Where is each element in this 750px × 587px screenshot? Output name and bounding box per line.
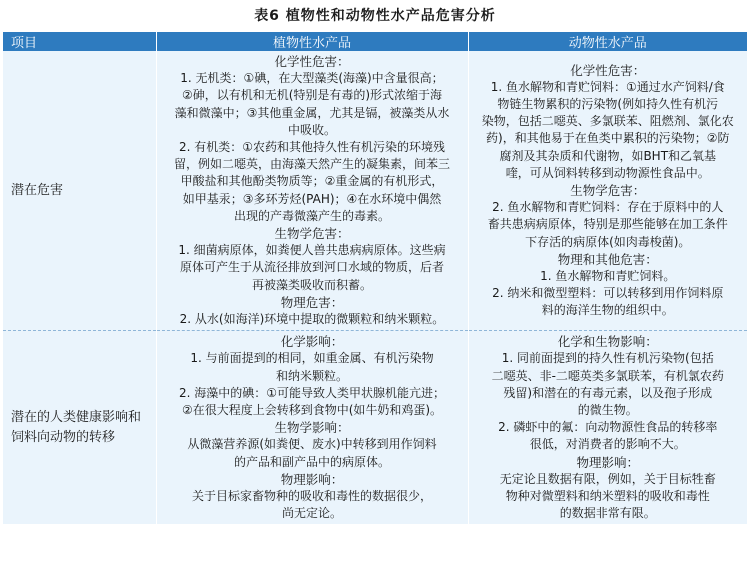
text-line: 出现的产毒微藻产生的毒素。 (233, 208, 390, 223)
text-line: 物链生物累积的污染物(例如持久性有机污 (497, 97, 719, 111)
section-title: 物理影响： (280, 471, 344, 487)
text-line: 1. 同前面提到的持久性有机污染物(包括 (501, 351, 714, 366)
table-row (3, 331, 747, 525)
text-line: 2. 从水(如海洋)环境中提取的微颗粒和纳米颗粒。 (179, 312, 445, 327)
text-line: 1. 鱼水解物和青贮饲料：①通过水产饲料/食 (490, 79, 725, 94)
text-line: 染物，包括二噁英、多氯联苯、阻燃剂、氯化农 (481, 114, 734, 129)
section-title: 化学影响： (280, 334, 344, 350)
plant-cell (156, 331, 468, 525)
section-title: 生物学危害： (274, 226, 350, 242)
text-line: 1. 鱼水解物和青贮饲料。 (540, 269, 676, 284)
text-line: 关于目标家畜物种的吸收和毒性的数据很少， (191, 489, 432, 504)
text-line: 2. 鱼水解物和青贮饲料：存在于原料中的人 (492, 200, 724, 215)
text-line: 的微生物。 (577, 403, 638, 418)
section-title: 化学性危害： (570, 62, 646, 78)
section-title: 物理和其他危害： (557, 251, 658, 267)
text-line: 再被藻类吸收而积蓄。 (251, 277, 372, 292)
section-title: 生物学影响： (274, 420, 350, 436)
text-line: 藻和微藻中；③其他重金属，尤其是镉，被藻类从水 (174, 105, 450, 120)
section-title: 化学和生物影响： (557, 334, 658, 350)
section-title: 物理影响： (576, 454, 639, 470)
text-line: 从微藻营养源(如粪便、废水)中转移到用作饲料 (187, 437, 437, 452)
text-line: 畜共患病病原体，特别是那些能够在加工条件 (487, 217, 728, 232)
text-line: 喹，可从饲料转移到动物源性食品中。 (505, 165, 710, 180)
section-title: 物理危害： (280, 294, 344, 310)
text-line: 2. 海藻中的碘：①可能导致人类甲状腺机能亢进； (178, 385, 446, 400)
text-line: 药)，和其他易于在鱼类中累积的污染物；②防 (486, 131, 730, 146)
section-title: 化学性危害： (274, 54, 350, 69)
header-plant: 植物性水产品 (156, 32, 468, 51)
text-line: 的数据非常有限。 (559, 506, 656, 521)
text-line: 如甲基汞；③多环芳烃(PAH)；④在水环境中偶然 (182, 191, 442, 206)
text-line: 2. 纳米和微型塑料：可以转移到用作饲料原 (492, 286, 724, 301)
hazard-table (3, 32, 747, 524)
text-line: 尚无定论。 (281, 506, 342, 521)
table-header-row (3, 32, 747, 51)
row-item-label: 潜在的人类健康影响和饲料向动物的转移 (3, 331, 156, 525)
text-line: 2. 磷虾中的氟：向动物源性食品的转移率 (498, 420, 718, 435)
text-line: 1. 与前面提到的相同，如重金属、有机污染物 (190, 351, 434, 366)
table-row (3, 51, 747, 331)
text-line: 物种对微塑料和纳米塑料的吸收和毒性 (505, 489, 710, 504)
text-line: 腐剂及其杂质和代谢物，如BHT和乙氧基 (499, 148, 717, 163)
text-line: 1. 无机类：①碘，在大型藻类(海藻)中含量很高； (180, 71, 444, 86)
text-line: 的产品和副产品中的病原体。 (233, 454, 390, 469)
text-line: 留，例如二噁英，由海藻天然产生的凝集素，间苯三 (173, 157, 450, 172)
text-line: 2. 有机类：①农药和其他持久性有机污染的环境残 (178, 140, 446, 155)
header-item: 项目 (3, 32, 156, 51)
text-line: 原体可产生于从流径排放到河口水域的物质，后者 (179, 260, 444, 275)
text-line: 很低，对消费者的影响不大。 (529, 437, 686, 452)
row-item-label: 潜在危害 (3, 51, 156, 331)
table-body (3, 51, 747, 524)
text-line: 二噁英、非-二噁英类多氯联苯，有机氯农药 (491, 368, 724, 383)
text-line: ②砷，以有机和无机(特别是有毒的)形式浓缩于海 (181, 88, 443, 103)
text-line: 甲酸盐和其他酚类物质等；②重金属的有机形式， (180, 174, 444, 189)
text-line: 残留)和潜在的有毒元素，以及孢子形成 (503, 385, 713, 400)
plant-cell (156, 51, 468, 331)
text-line: ②在很大程度上会转移到食物中(如牛奶和鸡蛋)。 (181, 403, 443, 418)
text-line: 料的海洋生物的组织中。 (541, 303, 674, 318)
text-line: 下存活的病原体(如肉毒梭菌)。 (525, 234, 691, 249)
text-line: 和纳米颗粒。 (275, 368, 348, 383)
header-animal: 动物性水产品 (468, 32, 747, 51)
section-title: 生物学危害： (570, 183, 646, 199)
animal-cell (468, 51, 747, 331)
animal-cell (468, 331, 747, 525)
text-line: 无定论且数据有限，例如，关于目标牲畜 (499, 471, 716, 486)
text-line: 1. 细菌病原体，如粪便人兽共患病病原体。这些病 (178, 243, 446, 258)
table-caption: 表6 植物性和动物性水产品危害分析 (254, 8, 496, 24)
text-line: 中吸收。 (287, 122, 336, 137)
